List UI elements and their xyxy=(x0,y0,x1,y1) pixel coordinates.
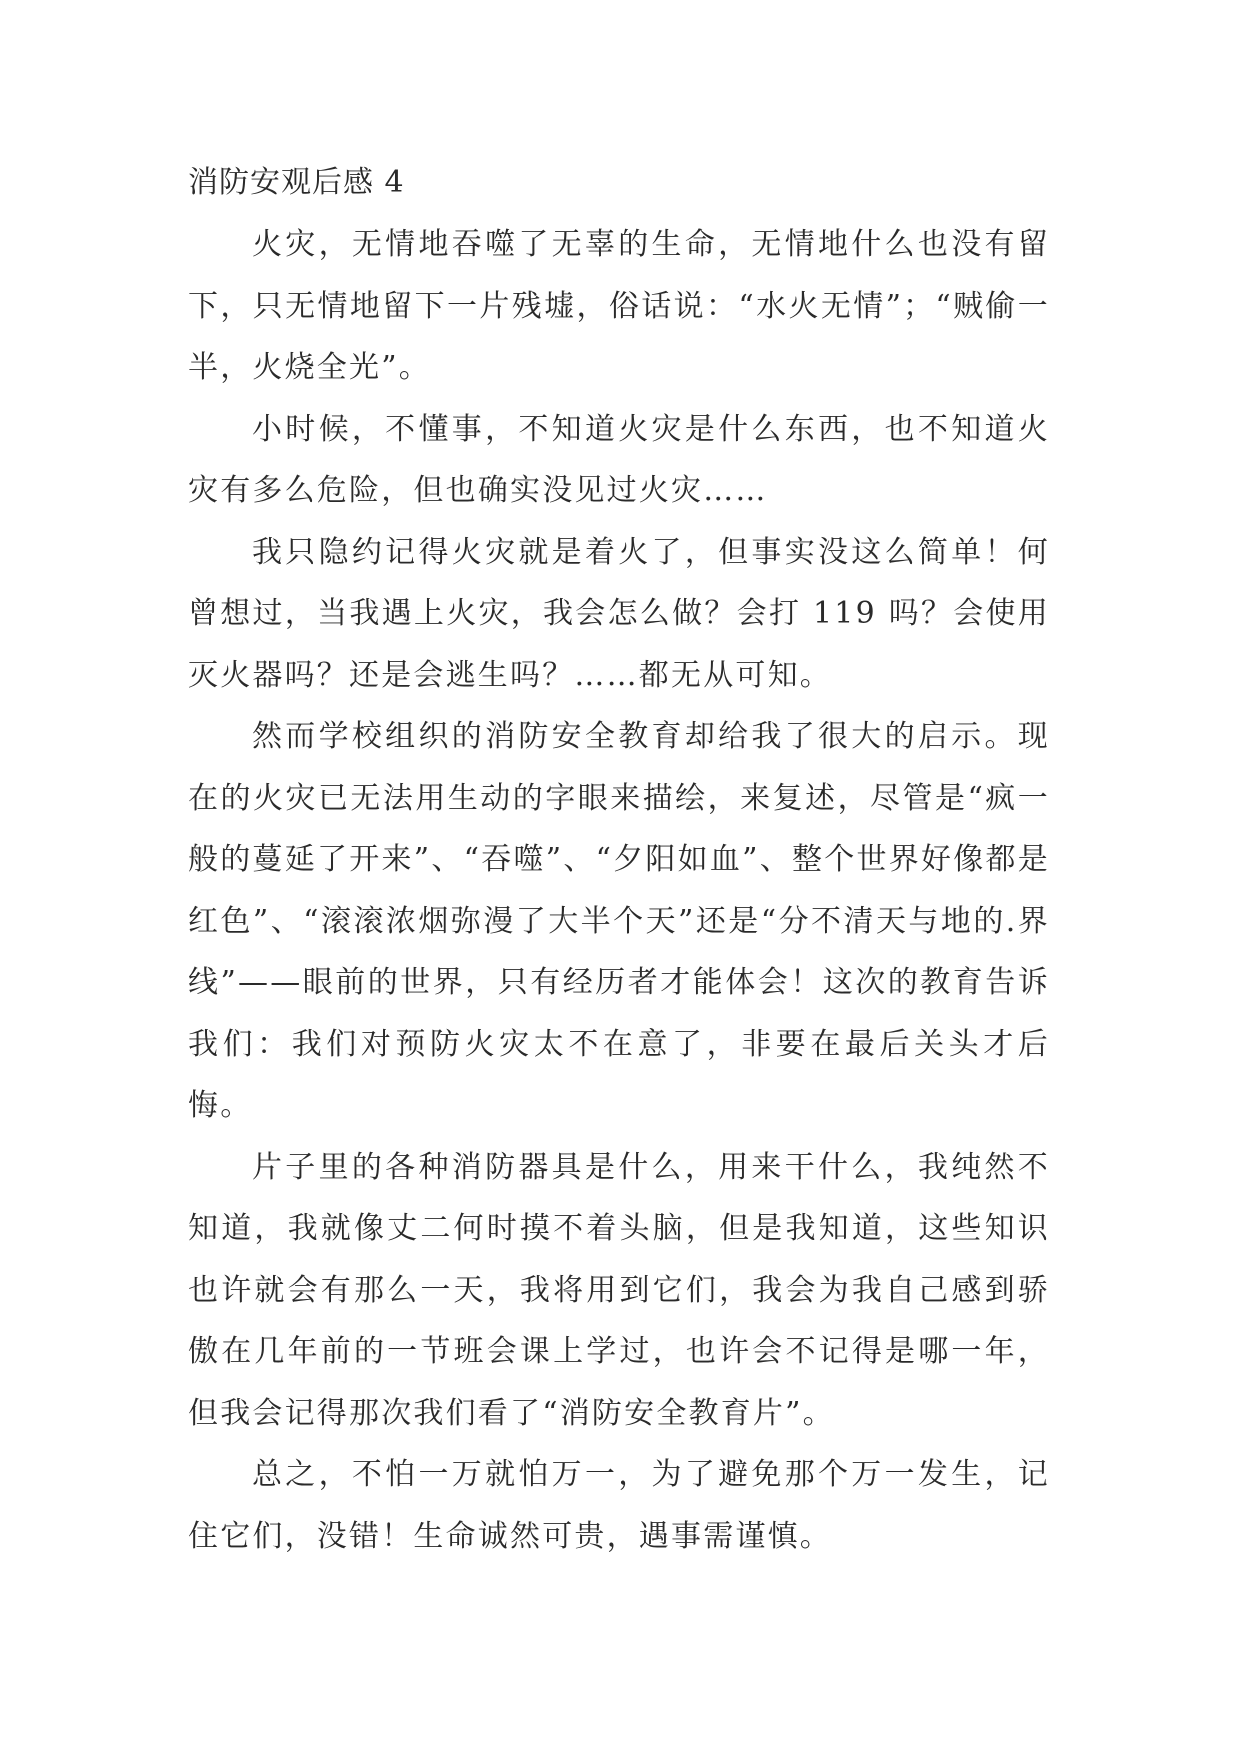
document-body xyxy=(188,152,1050,1567)
paragraph-6: 总之，不怕一万就怕万一，为了避免那个万一发生，记住它们，没错！生命诚然可贵，遇事需谨慎。 xyxy=(188,1457,1050,1554)
paragraph-2: 小时候，不懂事，不知道火灾是什么东西，也不知道火灾有多么危险，但也确实没见过火灾…… xyxy=(188,411,1050,508)
paragraph-5: 片子里的各种消防器具是什么，用来干什么，我纯然不知道，我就像丈二何时摸不着头脑，但是我知道，这些知识也许就会有那么一天，我将用到它们，我会为我自己感到骄傲在几年前的一节班会课上学过，也许会不记得是哪一年，但我会记得那次我们看了“消防安全教育片”。 xyxy=(188,1149,1050,1431)
paragraph-4: 然而学校组织的消防安全教育却给我了很大的启示。现在的火灾已无法用生动的字眼来描绘，来复述，尽管是“疯一般的蔓延了开来”、“吞噬”、“夕阳如血”、整个世界好像都是红色”、“滚滚浓烟弥漫了大半个天”还是“分不清天与地的.界线”——眼前的世界，只有经历者才能体会！这次的教育告诉我们：我们对预防火灾太不在意了，非要在最后关头才后悔。 xyxy=(188,719,1050,1123)
paragraph-1: 火灾，无情地吞噬了无辜的生命，无情地什么也没有留下，只无情地留下一片残墟，俗话说：“水火无情”；“贼偷一半，火烧全光”。 xyxy=(188,227,1050,385)
document-title: 消防安观后感 4 xyxy=(188,165,405,200)
paragraph-3: 我只隐约记得火灾就是着火了，但事实没这么简单！何曾想过，当我遇上火灾，我会怎么做？会打 119 吗？会使用灭火器吗？还是会逃生吗？……都无从可知。 xyxy=(188,534,1050,693)
